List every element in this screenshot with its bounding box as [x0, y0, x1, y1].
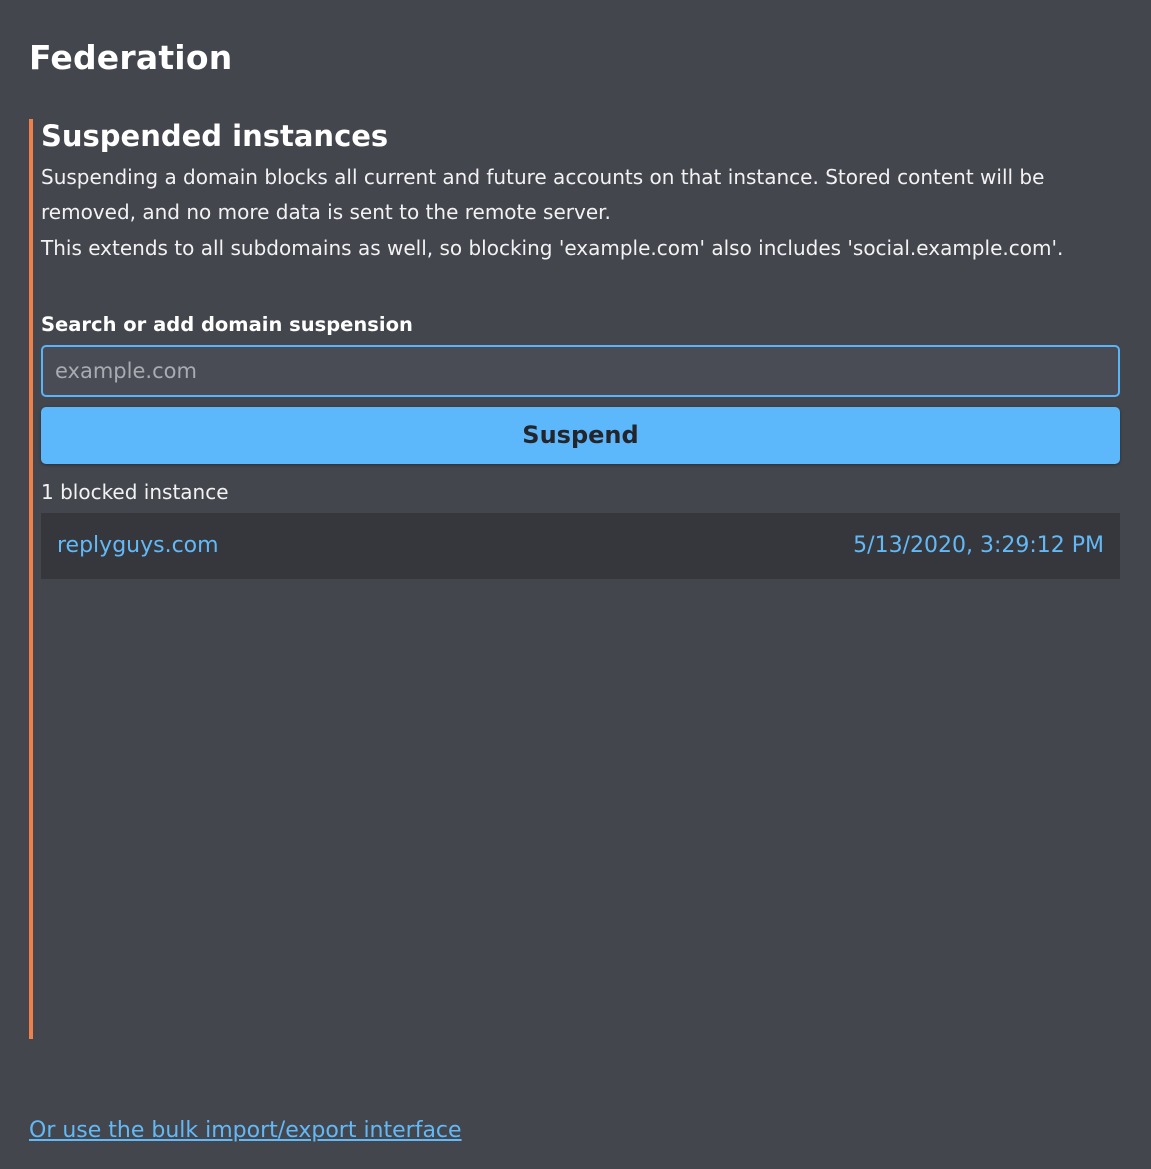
table-row[interactable] [41, 513, 1120, 579]
accent-bar [29, 119, 33, 1039]
blocked-instance-count: 1 blocked instance [41, 479, 229, 504]
suspended-instances-section [29, 119, 1139, 579]
blocked-instance-list [41, 513, 1120, 579]
footer [29, 1118, 462, 1143]
section-description-line-1: Suspending a domain blocks all current and future accounts on that instance. Stored content will be removed, and no more data is sent to the remote server. [41, 164, 1045, 225]
page-title: Federation [29, 38, 233, 77]
suspend-button[interactable]: Suspend [41, 407, 1120, 464]
domain-search-input[interactable] [41, 345, 1120, 397]
bulk-import-export-link[interactable]: Or use the bulk import/export interface [29, 1118, 462, 1143]
section-description-line-2: This extends to all subdomains as well, so blocking 'example.com' also includes 'social.example.com'. [41, 235, 1064, 260]
domain-field-label: Search or add domain suspension [41, 312, 413, 336]
section-heading: Suspended instances [41, 119, 389, 153]
section-description [41, 160, 1111, 267]
instance-domain-link[interactable]: replyguys.com [57, 533, 219, 559]
instance-blocked-date: 5/13/2020, 3:29:12 PM [853, 533, 1104, 559]
